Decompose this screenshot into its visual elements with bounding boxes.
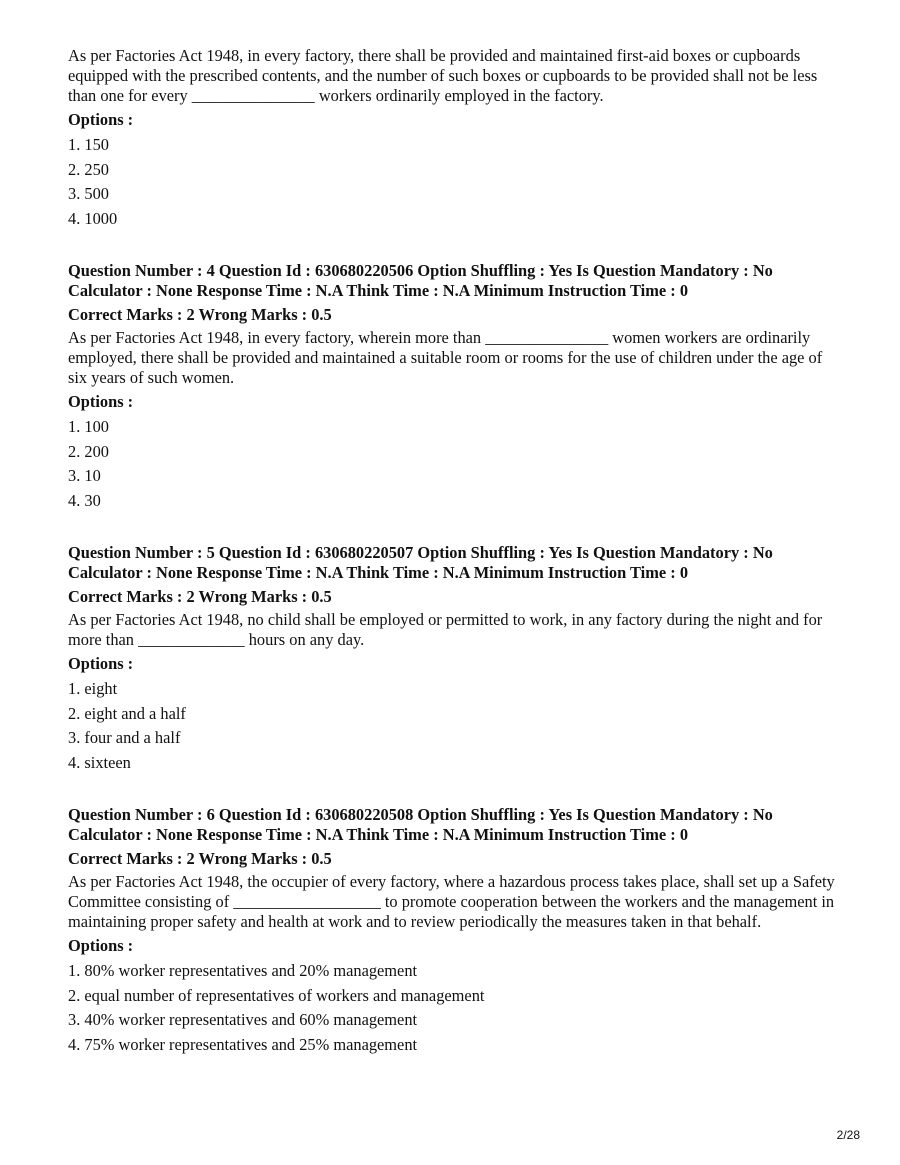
question-5-options-label: Options : [68, 654, 134, 673]
option-item: 4. 30 [68, 490, 101, 510]
question-paper-page [68, 46, 843, 1057]
option-item: 3. four and a half [68, 728, 181, 747]
question-3 [68, 46, 843, 231]
option-item: 1. eight [68, 679, 118, 698]
question-4-header-line1: Question Number : 4 Question Id : 630680220506 Option Shuffling : Yes Is Question Mandatory : No [68, 261, 773, 280]
option-item: 1. 150 [68, 135, 109, 154]
option-item: 3. 500 [68, 184, 109, 203]
question-3-options-label: Options : [68, 110, 134, 129]
question-6-options [68, 959, 843, 1057]
option-item: 2. eight and a half [68, 703, 186, 723]
option-item: 2. equal number of representatives of workers and management [68, 985, 485, 1005]
option-item: 2. 250 [68, 159, 109, 179]
option-item: 1. 100 [68, 417, 109, 436]
question-6-marks: Correct Marks : 2 Wrong Marks : 0.5 [68, 849, 332, 868]
question-4 [68, 261, 843, 513]
question-6-options-label: Options : [68, 936, 134, 955]
question-5-marks: Correct Marks : 2 Wrong Marks : 0.5 [68, 587, 332, 606]
question-4-header-line2: Calculator : None Response Time : N.A Think Time : N.A Minimum Instruction Time : 0 [68, 281, 689, 300]
option-item: 1. 80% worker representatives and 20% management [68, 961, 418, 980]
question-3-text: As per Factories Act 1948, in every factory, there shall be provided and maintained first-aid boxes or cupboards equipped with the prescribed contents, and the number of such boxes or cupboards to be provided shall not be less than one for every _______________ workers ordinarily employed in the factory. [68, 46, 818, 105]
option-item: 4. 1000 [68, 208, 118, 228]
question-5-header-line2: Calculator : None Response Time : N.A Think Time : N.A Minimum Instruction Time : 0 [68, 563, 689, 582]
question-4-options [68, 415, 843, 513]
question-5 [68, 543, 843, 775]
option-item: 3. 10 [68, 466, 101, 485]
question-6-text: As per Factories Act 1948, the occupier of every factory, where a hazardous process takes place, shall set up a Safety Committee consisting of __________________ to promote cooperation between the workers and the management in maintaining proper safety and health at work and to review periodically the measures taken in that behalf. [68, 872, 835, 931]
question-4-options-label: Options : [68, 392, 134, 411]
question-6-header-line2: Calculator : None Response Time : N.A Think Time : N.A Minimum Instruction Time : 0 [68, 825, 689, 844]
question-6 [68, 805, 843, 1057]
option-item: 4. sixteen [68, 752, 131, 772]
option-item: 4. 75% worker representatives and 25% management [68, 1034, 418, 1054]
question-6-header-line1: Question Number : 6 Question Id : 630680220508 Option Shuffling : Yes Is Question Mandatory : No [68, 805, 773, 824]
question-4-marks: Correct Marks : 2 Wrong Marks : 0.5 [68, 305, 332, 324]
question-5-text: As per Factories Act 1948, no child shall be employed or permitted to work, in any factory during the night and for more than _____________ hours on any day. [68, 610, 823, 649]
option-item: 2. 200 [68, 441, 109, 461]
question-4-text: As per Factories Act 1948, in every factory, wherein more than _______________ women workers are ordinarily employed, there shall be provided and maintained a suitable room or rooms for the use of children under the age of six years of such women. [68, 328, 823, 387]
option-item: 3. 40% worker representatives and 60% management [68, 1010, 418, 1029]
page-number: 2/28 [836, 1128, 860, 1142]
question-3-options [68, 133, 843, 231]
question-5-options [68, 677, 843, 775]
question-5-header-line1: Question Number : 5 Question Id : 630680220507 Option Shuffling : Yes Is Question Mandatory : No [68, 543, 773, 562]
